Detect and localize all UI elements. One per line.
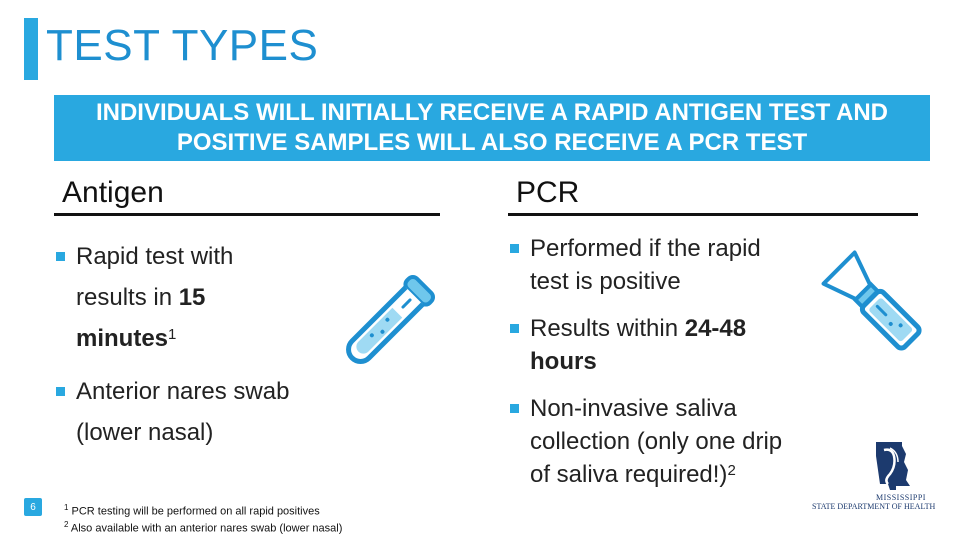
pcr-bullet-list <box>510 232 820 491</box>
footnote-ref: 2 <box>727 462 736 479</box>
bullet-text: (lower nasal) <box>76 419 214 446</box>
mississippi-state-outline-icon <box>870 440 914 492</box>
bullet-text <box>530 345 820 378</box>
test-tube-icon <box>330 268 442 380</box>
banner-line-2: POSITIVE SAMPLES WILL ALSO RECEIVE A PCR TEST <box>176 129 808 156</box>
msdh-logo <box>812 440 942 512</box>
bullet-marker <box>510 244 519 253</box>
bullet-text: Anterior nares swab <box>76 378 290 405</box>
summary-banner <box>54 95 930 161</box>
pcr-bullet-saliva <box>510 392 820 491</box>
footnote-2: $^2$ Also available with an anterior nares swab (lower nasal) <box>64 520 343 535</box>
bullet-marker <box>510 324 519 333</box>
pcr-heading-rule <box>508 213 918 216</box>
bullet-text: Performed if the rapid <box>530 235 761 262</box>
antigen-heading: Antigen <box>62 176 164 209</box>
slide-title: TEST TYPES <box>46 21 319 70</box>
antigen-bullet-swab <box>56 371 386 453</box>
highlight-value: 24-48 <box>684 315 747 342</box>
highlight-value: 15 <box>178 284 206 311</box>
logo-state-name: MISSISSIPPI <box>876 493 926 502</box>
bullet-text: Rapid test with <box>76 243 234 270</box>
logo-department-name: STATE DEPARTMENT OF HEALTH <box>812 502 936 511</box>
saliva-collection-funnel-icon <box>818 248 938 366</box>
highlight-value: minutes <box>76 325 169 352</box>
highlight-value: hours <box>530 348 597 375</box>
pcr-bullet-results <box>510 312 820 378</box>
bullet-marker <box>56 387 65 396</box>
bullet-text: Results within 24-48 <box>530 315 747 342</box>
bullet-marker <box>56 252 65 261</box>
pcr-heading: PCR <box>516 176 580 209</box>
bullet-text: test is positive <box>530 268 681 295</box>
pcr-bullet-performed <box>510 232 820 298</box>
footnote-ref: 1 <box>168 326 177 343</box>
page-number: 6 <box>24 498 42 516</box>
bullet-text: results in 15 <box>76 284 206 311</box>
bullet-text: of saliva required!)$^2$ <box>530 461 736 488</box>
bullet-text: Non-invasive saliva <box>530 395 737 422</box>
bullet-marker <box>510 404 519 413</box>
footnote-1: $^1$ PCR testing will be performed on all rapid positives <box>64 503 320 518</box>
bullet-text: collection (only one drip <box>530 428 783 455</box>
banner-line-1: INDIVIDUALS WILL INITIALLY RECEIVE A RAPID ANTIGEN TEST AND <box>95 99 889 126</box>
title-accent-bar <box>24 18 38 80</box>
antigen-heading-rule <box>54 213 440 216</box>
